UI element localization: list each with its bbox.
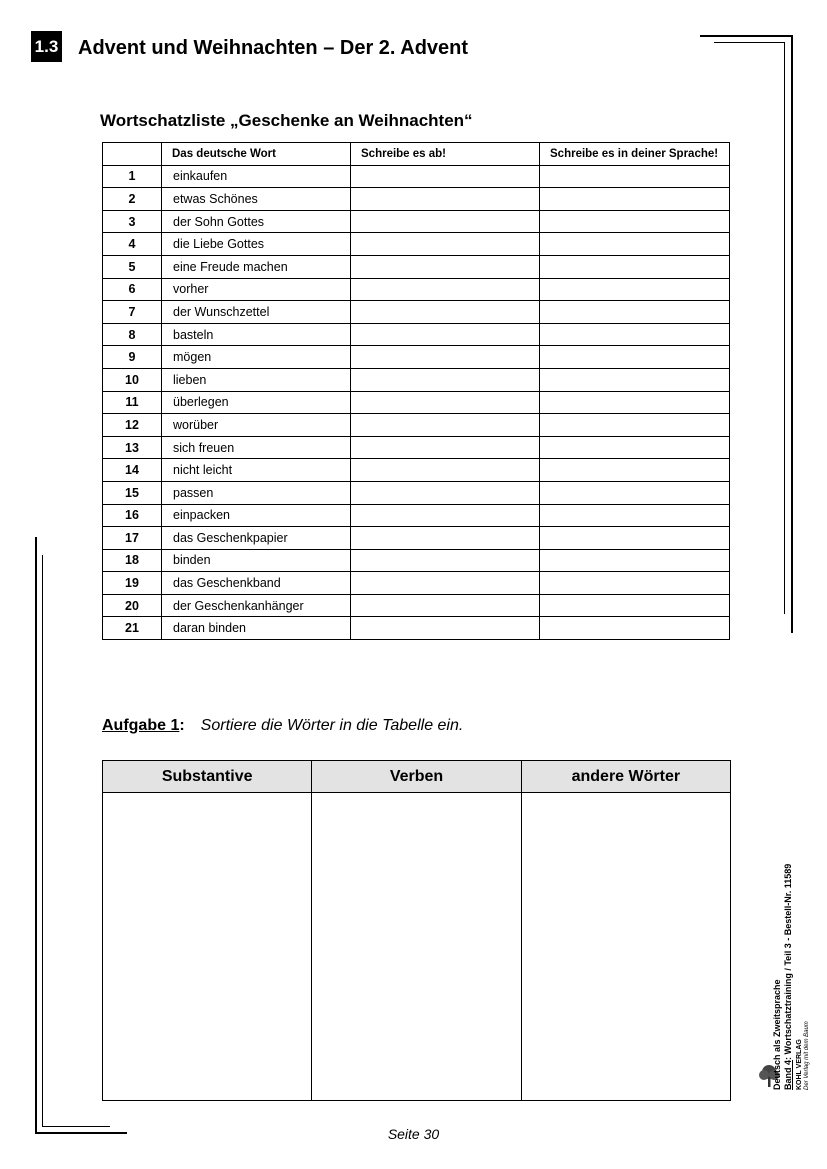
vocab-row-number: 4: [103, 233, 162, 256]
publisher-name: KOHL VERLAG: [796, 1039, 803, 1090]
vocab-header-copy: Schreibe es ab!: [351, 143, 540, 166]
frame-line-left-outer: [35, 537, 37, 1134]
table-row: [103, 504, 730, 527]
vocab-row-language-cell[interactable]: [540, 594, 730, 617]
table-row: [103, 459, 730, 482]
sort-table-header-row: [103, 761, 731, 793]
vocab-row-word: das Geschenkband: [162, 572, 351, 595]
vocab-row-language-cell[interactable]: [540, 527, 730, 550]
vocab-row-language-cell[interactable]: [540, 255, 730, 278]
vocab-row-number: 7: [103, 301, 162, 324]
vocab-row-language-cell[interactable]: [540, 617, 730, 640]
vocab-row-copy-cell[interactable]: [351, 301, 540, 324]
vocab-row-copy-cell[interactable]: [351, 504, 540, 527]
vocab-row-number: 19: [103, 572, 162, 595]
vocab-row-language-cell[interactable]: [540, 233, 730, 256]
vocab-row-language-cell[interactable]: [540, 549, 730, 572]
frame-line-bottom-inner: [42, 1126, 110, 1127]
vocab-row-copy-cell[interactable]: [351, 255, 540, 278]
table-row: [103, 391, 730, 414]
vocab-row-number: 13: [103, 436, 162, 459]
vocab-row-copy-cell[interactable]: [351, 414, 540, 437]
vocab-row-word: daran binden: [162, 617, 351, 640]
vocab-row-copy-cell[interactable]: [351, 346, 540, 369]
vocab-row-copy-cell[interactable]: [351, 323, 540, 346]
table-row: [103, 188, 730, 211]
sort-cell-nouns[interactable]: [103, 793, 312, 1101]
vocab-row-copy-cell[interactable]: [351, 459, 540, 482]
sort-header-nouns: Substantive: [103, 761, 312, 793]
vocab-row-number: 20: [103, 594, 162, 617]
sort-cell-verbs[interactable]: [312, 793, 521, 1101]
vocab-row-number: 14: [103, 459, 162, 482]
vocab-row-copy-cell[interactable]: [351, 368, 540, 391]
side-info-band: Band 4: [783, 1059, 793, 1090]
vocab-row-number: 3: [103, 210, 162, 233]
table-row: [103, 527, 730, 550]
vocab-row-language-cell[interactable]: [540, 210, 730, 233]
vocab-row-language-cell[interactable]: [540, 188, 730, 211]
frame-line-top-inner: [714, 42, 785, 43]
vocab-row-word: nicht leicht: [162, 459, 351, 482]
vocab-row-language-cell[interactable]: [540, 301, 730, 324]
vocab-row-number: 9: [103, 346, 162, 369]
table-row: [103, 323, 730, 346]
vocab-row-word: einpacken: [162, 504, 351, 527]
chapter-number-badge: 1.3: [31, 31, 62, 62]
vocab-row-word: lieben: [162, 368, 351, 391]
table-row: [103, 233, 730, 256]
table-row: [103, 594, 730, 617]
vocab-row-language-cell[interactable]: [540, 572, 730, 595]
vocab-row-language-cell[interactable]: [540, 414, 730, 437]
vocab-row-number: 17: [103, 527, 162, 550]
side-info-order: : Wortschatztraining / Teil 3 - Bestell-Nr. 11589: [783, 863, 793, 1060]
vocab-row-word: etwas Schönes: [162, 188, 351, 211]
task-label: Aufgabe 1: [102, 717, 180, 734]
vocab-row-word: der Wunschzettel: [162, 301, 351, 324]
sort-table-answer-row: [103, 793, 731, 1101]
vocab-row-copy-cell[interactable]: [351, 188, 540, 211]
table-row: [103, 165, 730, 188]
vocab-row-number: 5: [103, 255, 162, 278]
sort-table: [102, 760, 731, 1101]
table-row: [103, 278, 730, 301]
vocab-table-body: [103, 165, 730, 639]
vocab-row-number: 12: [103, 414, 162, 437]
vocab-row-word: vorher: [162, 278, 351, 301]
sort-cell-other-words[interactable]: [521, 793, 730, 1101]
vocab-row-word: der Geschenkanhänger: [162, 594, 351, 617]
vocab-header-number: [103, 143, 162, 166]
table-row: [103, 368, 730, 391]
task-instruction: [102, 717, 463, 735]
vocab-row-word: eine Freude machen: [162, 255, 351, 278]
task-colon: :: [179, 717, 185, 734]
vocab-row-copy-cell[interactable]: [351, 527, 540, 550]
vocab-row-number: 11: [103, 391, 162, 414]
vocab-row-copy-cell[interactable]: [351, 210, 540, 233]
vocab-row-language-cell[interactable]: [540, 346, 730, 369]
vocab-row-word: basteln: [162, 323, 351, 346]
vocab-row-language-cell[interactable]: [540, 436, 730, 459]
publisher-side-info: [772, 864, 811, 1090]
frame-line-right-outer: [791, 35, 793, 633]
sort-header-other-words: andere Wörter: [521, 761, 730, 793]
side-info-line1: Deutsch als Zweitsprache: [772, 979, 782, 1090]
chapter-title: Advent und Weihnachten – Der 2. Advent: [78, 37, 469, 59]
vocab-row-language-cell[interactable]: [540, 165, 730, 188]
vocab-row-number: 16: [103, 504, 162, 527]
sort-header-verbs: Verben: [312, 761, 521, 793]
vocab-row-word: die Liebe Gottes: [162, 233, 351, 256]
vocab-row-copy-cell[interactable]: [351, 617, 540, 640]
vocab-row-language-cell[interactable]: [540, 504, 730, 527]
vocab-row-number: 21: [103, 617, 162, 640]
vocab-row-copy-cell[interactable]: [351, 481, 540, 504]
vocab-header-german-word: Das deutsche Wort: [162, 143, 351, 166]
frame-line-left-inner: [42, 555, 43, 1127]
table-row: [103, 549, 730, 572]
vocab-row-word: das Geschenkpapier: [162, 527, 351, 550]
vocab-row-copy-cell[interactable]: [351, 165, 540, 188]
table-row: [103, 572, 730, 595]
vocab-header-own-language: Schreibe es in deiner Sprache!: [540, 143, 730, 166]
vocab-row-word: sich freuen: [162, 436, 351, 459]
vocab-row-copy-cell[interactable]: [351, 233, 540, 256]
frame-line-top-outer: [700, 35, 793, 37]
frame-line-right-inner: [784, 42, 785, 614]
vocab-row-number: 15: [103, 481, 162, 504]
vocab-row-language-cell[interactable]: [540, 278, 730, 301]
vocab-row-copy-cell[interactable]: [351, 278, 540, 301]
vocab-row-number: 6: [103, 278, 162, 301]
table-row: [103, 481, 730, 504]
vocab-table: [102, 142, 730, 640]
side-info-line2: [783, 864, 794, 1090]
vocab-row-language-cell[interactable]: [540, 323, 730, 346]
vocab-row-copy-cell[interactable]: [351, 594, 540, 617]
vocab-row-copy-cell[interactable]: [351, 572, 540, 595]
table-row: [103, 255, 730, 278]
vocab-row-language-cell[interactable]: [540, 368, 730, 391]
vocab-row-word: worüber: [162, 414, 351, 437]
vocab-row-number: 1: [103, 165, 162, 188]
frame-line-bottom-outer: [35, 1132, 127, 1134]
vocab-row-word: der Sohn Gottes: [162, 210, 351, 233]
table-row: [103, 346, 730, 369]
vocab-row-word: passen: [162, 481, 351, 504]
vocab-row-copy-cell[interactable]: [351, 391, 540, 414]
vocab-row-language-cell[interactable]: [540, 481, 730, 504]
vocab-row-number: 2: [103, 188, 162, 211]
vocab-row-number: 10: [103, 368, 162, 391]
vocab-row-copy-cell[interactable]: [351, 436, 540, 459]
vocab-row-word: mögen: [162, 346, 351, 369]
table-row: [103, 301, 730, 324]
publisher-slogan: Der Verlag mit dem Baum: [804, 1021, 810, 1090]
task-text: Sortiere die Wörter in die Tabelle ein.: [200, 717, 464, 734]
table-row: [103, 436, 730, 459]
vocab-row-number: 18: [103, 549, 162, 572]
table-row: [103, 210, 730, 233]
vocab-row-word: einkaufen: [162, 165, 351, 188]
table-row: [103, 617, 730, 640]
vocab-list-title: Wortschatzliste „Geschenke an Weihnachten“: [100, 111, 473, 130]
vocab-row-language-cell[interactable]: [540, 391, 730, 414]
vocab-row-copy-cell[interactable]: [351, 549, 540, 572]
page-number: Seite 30: [387, 1126, 440, 1142]
vocab-row-word: binden: [162, 549, 351, 572]
vocab-row-language-cell[interactable]: [540, 459, 730, 482]
vocab-row-word: überlegen: [162, 391, 351, 414]
table-row: [103, 414, 730, 437]
vocab-row-number: 8: [103, 323, 162, 346]
vocab-table-header-row: [103, 143, 730, 166]
